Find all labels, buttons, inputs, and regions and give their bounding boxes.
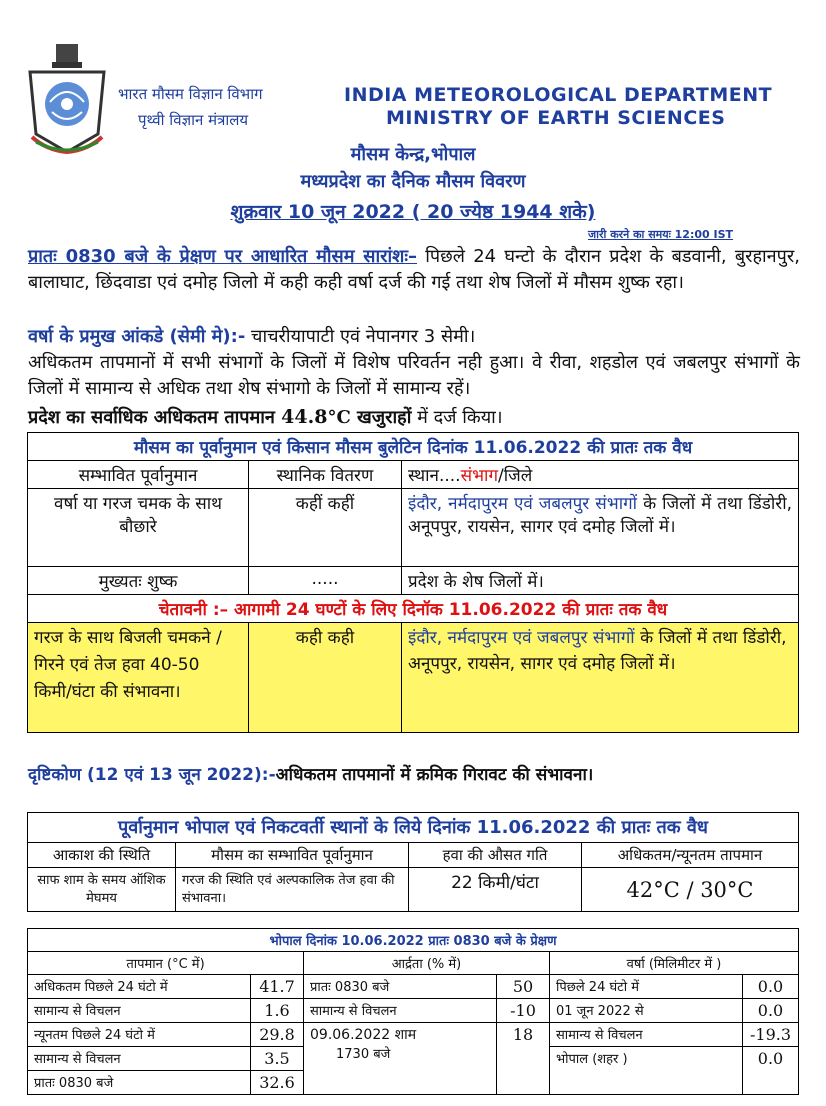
rain-value: 0.0 [743,975,799,999]
bhopal-forecast-table [27,812,799,912]
value-sky-condition: साफ शाम के समय ऑशिक मेघमय [28,868,176,912]
humidity-value: -10 [497,999,550,1023]
temp-value: 32.6 [251,1071,304,1095]
max-temp-place: खजुराहों [350,407,412,428]
humidity-value: 18 [497,1023,550,1095]
row1-distribution: कहीं कहीं [249,489,402,567]
humidity-evening-label [304,1023,497,1095]
rain-heading: वर्षा के प्रमुख आंकडे (सेमी मे):- [28,326,246,347]
value-probable-forecast: गरज की स्थिति एवं अल्पकालिक तेज हवा की संभावना। [176,868,409,912]
centre-name: मौसम केन्द्र,भोपाल [350,144,476,165]
rain-label: भोपाल (शहर ) [550,1047,743,1095]
max-temp-unit: °C [327,407,351,428]
rain-label: पिछले 24 घंटो में [550,975,743,999]
row1-forecast: वर्षा या गरज चमक के साथ बौछारे [28,489,249,567]
col-places-division: संभाग [460,466,499,486]
temp-label: सामान्य से विचलन [28,1047,251,1071]
humidity-evening-date: 09.06.2022 शाम [310,1027,417,1043]
rain-value: 0.0 [743,999,799,1023]
org-hindi-1: भारत मौसम विज्ञान विभाग [118,85,263,103]
rain-label: सामान्य से विचलन [550,1023,743,1047]
temp-value: 29.8 [251,1023,304,1047]
summary-heading: प्रातः 0830 बजे के प्रेक्षण पर आधारित मौसम सारांशः– [28,246,418,267]
warning-phenomenon: गरज के साथ बिजली चमकने / गिरने एवं तेज हवा 40-50 किमी/घंटा की संभावना। [28,623,249,733]
header-max-min-temp: अधिकतम/न्यूनतम तापमान [582,843,799,868]
summary-paragraph [28,244,800,296]
warning-title: चेतावनी :– आगामी 24 घण्टों के लिए दिनॉक 11.06.2022 की प्रातः तक वैध [28,595,799,623]
col-places [402,461,799,489]
temp-paragraph: अधिकतम तापमानों में सभी संभागों के जिलों में विशेष परिवर्तन नही हुआ। वे रीवा, शहडोल एवं जबलपुर संभागों के जिलों में सामान्य से अधिक तथा शेष संभागो के जिलों में सामान्य रहें। [28,352,800,399]
imd-emblem [26,42,108,158]
row1-places-rest: के जिलों में तथा डिंडोरी, अनूपपुर, रायसेन, सागर एवं दमोह जिलों में। [408,494,792,537]
rain-value: 0.0 [743,1047,799,1095]
org-english-2: MINISTRY OF EARTH SCIENCES [386,107,726,129]
humidity-label: सामान्य से विचलन [304,999,497,1023]
bhopal-forecast-title: पूर्वानुमान भोपाल एवं निकटवर्ती स्थानों के लिये दिनांक 11.06.2022 की प्रातः तक वैध [28,813,799,843]
table-row [28,1023,799,1047]
rain-value: -19.3 [743,1023,799,1047]
table-row [28,999,799,1023]
col-places-prefix: स्थान.... [408,466,461,486]
forecast-table-title: मौसम का पूर्वानुमान एवं किसान मौसम बुलेटिन दिनांक 11.06.2022 की प्रातः तक वैध [28,433,799,461]
report-date: शुक्रवार 10 जून 2022 ( 20 ज्येष्ठ 1944 शके) [230,201,596,223]
outlook-heading: दृष्टिकोण (12 एवं 13 जून 2022):- [28,765,276,785]
value-max-min-temp: 42°C / 30°C [582,868,799,912]
row1-places-divisions: इंदौर, नर्मदापुरम एवं जबलपुर संभागों [408,494,638,514]
summary-text: पिछले 24 घन्टो के दौरान प्रदेश के बडवानी, बुरहानपुर, बालाघाट, छिंदवाडा एवं दमोह जिलो में कही कही वर्षा दर्ज की गई तथा शेष जिलों में मौसम शुष्क रहा। [28,246,800,293]
col-places-suffix: /जिले [498,466,533,486]
table-row [28,975,799,999]
humidity-value: 50 [497,975,550,999]
row2-places: प्रदेश के शेष जिलों में। [402,567,799,595]
temp-value: 3.5 [251,1047,304,1071]
temp-value: 41.7 [251,975,304,999]
outlook-line [28,762,593,785]
warning-places [402,623,799,733]
org-hindi-2: पृथ्वी विज्ञान मंत्रालय [138,111,249,129]
max-temp-line [28,404,800,431]
col-probable-forecast: सम्भावित पूर्वानुमान [28,461,249,489]
row1-places [402,489,799,567]
max-temp-suffix: में दर्ज किया। [411,407,503,428]
header-wind-speed: हवा की औसत गति [409,843,582,868]
rain-text: चाचरीयापाटी एवं नेपानगर 3 सेमी। [245,326,476,347]
warning-distribution: कही कही [249,623,402,733]
issue-time: जारी करने का समयः 12:00 IST [588,228,734,241]
header-sky-condition: आकाश की स्थिति [28,843,176,868]
rain-label: 01 जून 2022 से [550,999,743,1023]
row2-forecast: मुख्यतः शुष्क [28,567,249,595]
value-wind-speed: 22 किमी/घंटा [409,868,582,912]
report-title: मध्यप्रदेश का दैनिक मौसम विवरण [300,171,526,192]
org-english-1: INDIA METEOROLOGICAL DEPARTMENT [344,84,773,106]
temp-label: सामान्य से विचलन [28,999,251,1023]
max-temp-prefix: प्रदेश का सर्वाधिक अधिकतम तापमान [28,407,282,428]
rain-paragraph [28,324,800,350]
col-spatial-distribution: स्थानिक वितरण [249,461,402,489]
warning-places-divisions: इंदौर, नर्मदापुरम एवं जबलपुर संभागों [408,628,635,648]
row2-distribution: ..... [249,567,402,595]
forecast-table [27,432,799,733]
observation-table [27,928,799,1095]
temp-label: प्रातः 0830 बजे [28,1071,251,1095]
header-temperature: तापमान (°C में) [28,952,304,975]
max-temp-value: 44.8 [281,406,328,428]
temp-label: अधिकतम पिछले 24 घंटो में [28,975,251,999]
header-humidity: आर्द्रता (% में) [304,952,550,975]
temp-value: 1.6 [251,999,304,1023]
temp-label: न्यूनतम पिछले 24 घंटो में [28,1023,251,1047]
outlook-text: अधिकतम तापमानों में क्रमिक गिरावट की संभावना। [275,765,594,785]
humidity-label: प्रातः 0830 बजे [304,975,497,999]
humidity-evening-time: 1730 बजे [336,1047,391,1062]
observation-title: भोपाल दिनांक 10.06.2022 प्रातः 0830 बजे के प्रेक्षण [28,929,799,952]
header-rainfall: वर्षा (मिलिमीटर में ) [550,952,799,975]
warning-places-rest: के जिलों में तथा डिंडोरी, अनूपपुर, रायसेन, सागर एवं दमोह जिलों में। [408,628,787,674]
header-probable-forecast: मौसम का सम्भावित पूर्वानुमान [176,843,409,868]
